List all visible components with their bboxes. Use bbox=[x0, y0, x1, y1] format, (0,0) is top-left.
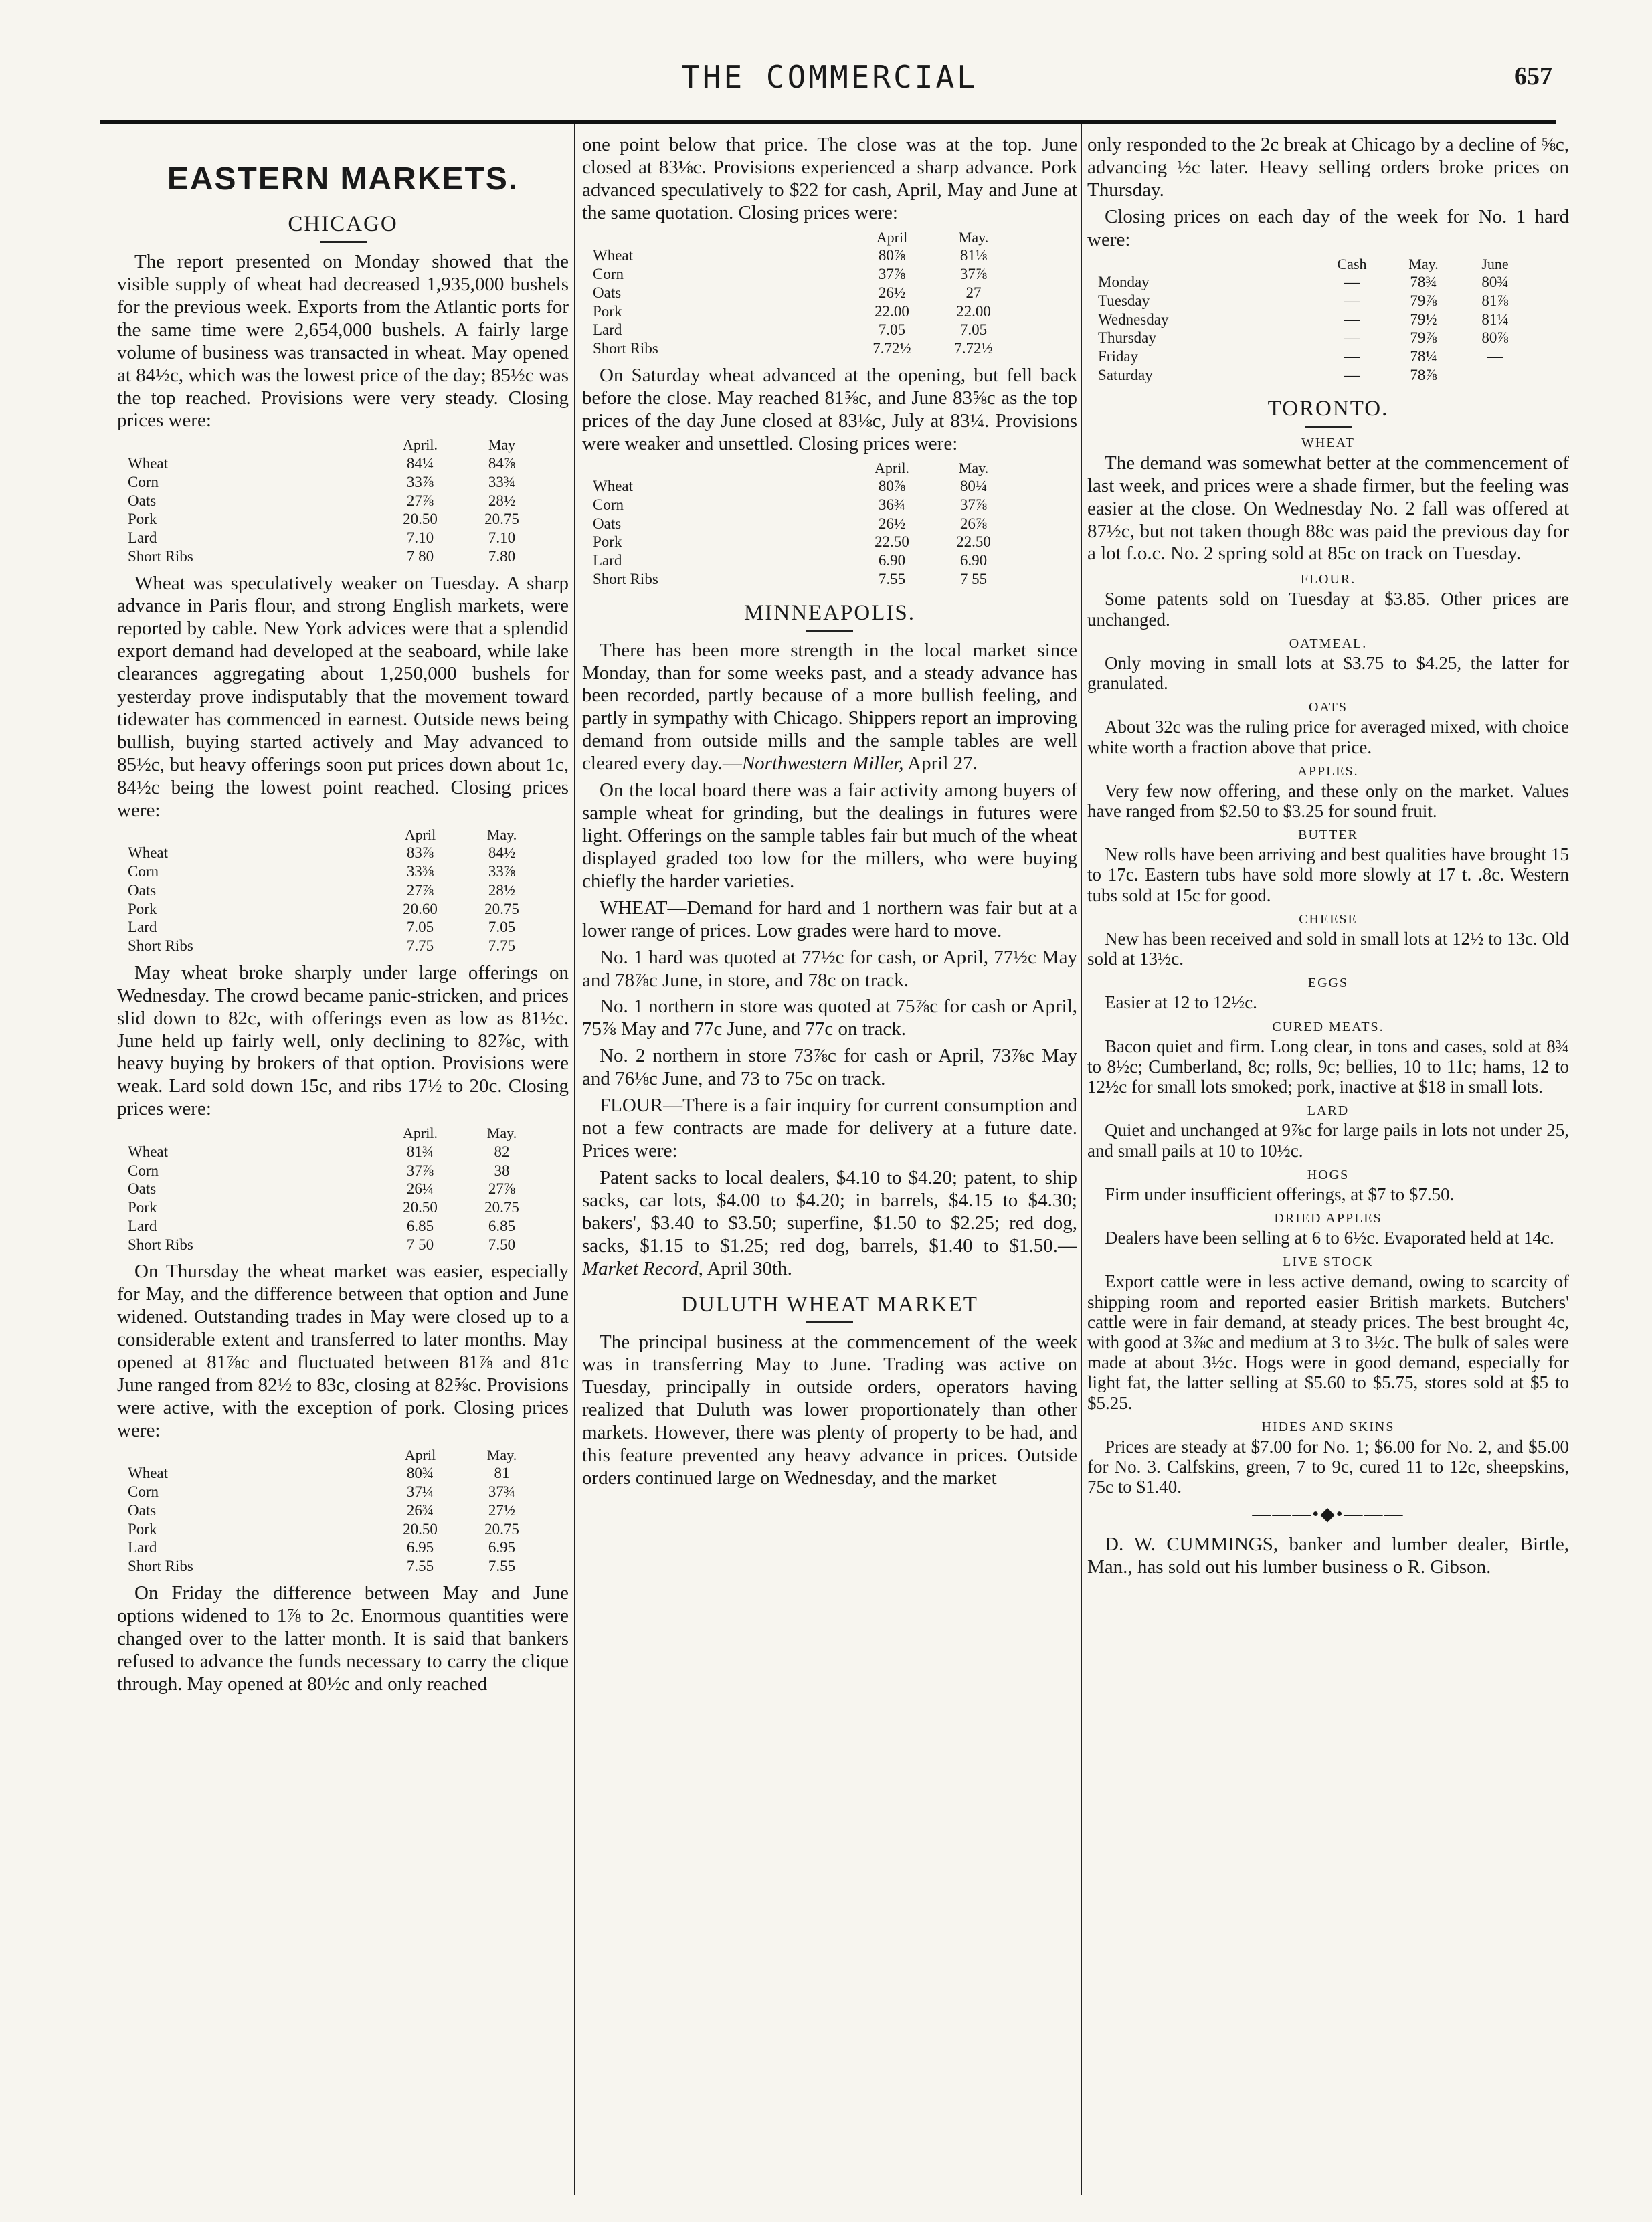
cell: 7.05 bbox=[878, 321, 906, 339]
table-row bbox=[589, 246, 1014, 265]
paragraph: The principal business at the commencement of the week was in transferring May to June. Trading was active on Tuesday, principally in outside orders, operators having realized that Duluth was lower proportionately than other markets. However, there was plenty of property to be had, and this feature prevented any heavy advance in prices. Outside orders continued large on Wednesday, and the market bbox=[582, 1331, 1077, 1489]
cell: — bbox=[1344, 292, 1360, 309]
paragraph: May wheat broke sharply under large offerings on Wednesday. The crowd became panic-stricken, and prices slid down to 82c, with offerings even as low as 81½c. June held up fairly well, only declining to 82⅞c, with heavy buying by brokers of that option. Provisions were weak. Lard sold down 15c, and ribs 17½ to 20c. Closing prices were: bbox=[117, 961, 569, 1120]
table-row bbox=[124, 918, 543, 937]
cell: 26¾ bbox=[406, 1501, 434, 1519]
cell: 22.50 bbox=[956, 533, 991, 551]
cell: 37⅞ bbox=[406, 1162, 434, 1179]
cell: 22.50 bbox=[875, 533, 909, 551]
row-label: Wheat bbox=[128, 455, 169, 472]
row-label: Lard bbox=[593, 321, 622, 339]
table-row bbox=[589, 265, 1014, 284]
toronto-heading: TORONTO. bbox=[1267, 396, 1389, 421]
paragraph: On Thursday the wheat market was easier, especially for May, and the difference between that option and June widened. Outstanding trades in May were closed up to a considerable extent and transferred to later months. May opened at 81⅞c and fluctuated between 81⅞ and 81c June ranged from 82½ to 83c, closing at 82⅝c. Provisions were active, with the exception of pork. Closing prices were: bbox=[117, 1261, 569, 1441]
table-header: June bbox=[1481, 255, 1509, 272]
column-divider bbox=[1081, 124, 1082, 2195]
oatmeal-heading: OATMEAL. bbox=[1289, 636, 1368, 651]
table-row bbox=[589, 570, 1014, 589]
table-row bbox=[124, 1198, 543, 1217]
minneapolis-heading: MINNEAPOLIS. bbox=[744, 600, 915, 625]
row-label: Pork bbox=[128, 511, 157, 528]
paragraph: Very few now offering, and these only on the market. Values have ranged from $2.50 to $3.25 for sound fruit. bbox=[1087, 780, 1569, 821]
table-header: April. bbox=[403, 1125, 438, 1142]
table-row bbox=[1094, 366, 1531, 385]
source-date: April 27. bbox=[903, 753, 978, 775]
paragraph: On the local board there was a fair activity among buyers of sample wheat for grinding, but the dealings in futures were light. Offerings on the sample tables fair but much of the wheat displayed graded too low for the millers, who were buying chiefly the harder varieties. bbox=[582, 779, 1077, 892]
row-label: Lard bbox=[128, 1217, 157, 1234]
paragraph: No. 1 hard was quoted at 77½c for cash, or April, 77½c May and 78⅞c June, in store, and 78c on track. bbox=[582, 946, 1077, 991]
cell: 7.05 bbox=[959, 321, 988, 339]
table-row bbox=[589, 533, 1014, 551]
table-row bbox=[589, 496, 1014, 515]
table-row bbox=[124, 454, 543, 473]
table-row bbox=[124, 1180, 543, 1198]
paragraph bbox=[582, 640, 1077, 776]
table-header: May. bbox=[958, 228, 989, 246]
row-label: Pork bbox=[128, 900, 157, 917]
row-label: Wheat bbox=[593, 478, 634, 495]
table-row bbox=[589, 515, 1014, 533]
row-label: Oats bbox=[593, 515, 622, 532]
cell: 81⅛ bbox=[959, 247, 988, 264]
row-label: Wheat bbox=[128, 1143, 169, 1160]
cell: 37¾ bbox=[488, 1483, 516, 1501]
heading-rule bbox=[806, 1321, 853, 1323]
row-label: Wednesday bbox=[1098, 310, 1169, 328]
duluth-heading: DULUTH WHEAT MARKET bbox=[681, 1292, 978, 1317]
cell: 80¾ bbox=[406, 1465, 434, 1482]
cell: 26½ bbox=[878, 515, 906, 532]
cell: 26¼ bbox=[406, 1180, 434, 1198]
row-label: Thursday bbox=[1098, 329, 1156, 347]
column-2 bbox=[582, 134, 1077, 2185]
heading-rule bbox=[806, 630, 853, 632]
table-row bbox=[124, 1538, 543, 1557]
row-label: Corn bbox=[593, 496, 624, 513]
table-row bbox=[124, 529, 543, 547]
table-row bbox=[124, 492, 543, 511]
paragraph-text: There has been more strength in the local market since Monday, than for some weeks past, and a steady advance has been recorded, partly because of a more bullish feeling, and partly in sympathy with Chicago. Shippers report an improving demand from outside mills and the sample tables are well cleared every day.— bbox=[582, 639, 1077, 775]
paragraph: No. 1 northern in store was quoted at 75⅞c for cash or April, 75⅞ May and 77c June, and 77c on track. bbox=[582, 996, 1077, 1040]
cell: 26⅞ bbox=[959, 515, 988, 532]
paragraph: Only moving in small lots at $3.75 to $4.25, the latter for granulated. bbox=[1087, 652, 1569, 694]
row-label: Short Ribs bbox=[128, 937, 193, 955]
row-label: Lard bbox=[593, 552, 622, 569]
row-label: Oats bbox=[128, 1180, 157, 1198]
dried-apples-heading: DRIED APPLES bbox=[1274, 1211, 1382, 1226]
table-row bbox=[124, 1483, 543, 1501]
row-label: Oats bbox=[593, 284, 622, 301]
cell: 26½ bbox=[878, 284, 906, 301]
cell: 20.75 bbox=[484, 900, 519, 917]
cell: 7.55 bbox=[406, 1558, 434, 1575]
table-row bbox=[1094, 347, 1531, 366]
cell: 79½ bbox=[1410, 310, 1437, 328]
price-table bbox=[589, 460, 1014, 589]
row-label: Wheat bbox=[128, 1465, 169, 1482]
cell: 20.50 bbox=[403, 1199, 438, 1216]
table-header: April bbox=[404, 826, 436, 843]
cell: 80¾ bbox=[1481, 274, 1509, 291]
cell: 7.72½ bbox=[873, 340, 911, 357]
wheat-heading: WHEAT bbox=[1301, 435, 1355, 450]
table-row bbox=[124, 1501, 543, 1520]
row-label: Short Ribs bbox=[128, 1236, 193, 1253]
cell: 80⅞ bbox=[878, 478, 906, 495]
cell: — bbox=[1344, 366, 1360, 383]
cell: 20.75 bbox=[484, 1199, 519, 1216]
publication-title: THE COMMERCIAL bbox=[681, 59, 978, 95]
row-label: Friday bbox=[1098, 348, 1139, 365]
cell: 78⅞ bbox=[1410, 366, 1437, 383]
row-label: Short Ribs bbox=[593, 340, 658, 357]
cell: 20.75 bbox=[484, 1520, 519, 1538]
cell: 81¼ bbox=[1481, 310, 1509, 328]
paragraph: On Saturday wheat advanced at the opening, but fell back before the close. May reached 81⅝c, and June 83⅝c as the top prices of the day June closed at 83⅛c, July at 83¼. Provisions were weaker and unsettled. Closing prices were: bbox=[582, 364, 1077, 454]
table-row bbox=[589, 551, 1014, 570]
cell: 37⅞ bbox=[959, 266, 988, 283]
cell: 27⅞ bbox=[406, 881, 434, 899]
row-label: Saturday bbox=[1098, 366, 1153, 383]
cell: 84¼ bbox=[406, 455, 434, 472]
section-title: EASTERN MARKETS. bbox=[167, 161, 519, 197]
cell: 78¾ bbox=[1410, 274, 1437, 291]
row-label: Lard bbox=[128, 1539, 157, 1556]
table-header: April. bbox=[875, 459, 909, 476]
cell: 36¾ bbox=[878, 496, 906, 513]
row-label: Pork bbox=[593, 533, 622, 551]
flour-heading: FLOUR. bbox=[1300, 572, 1356, 587]
cell: 84⅞ bbox=[488, 455, 516, 472]
table-row bbox=[124, 1520, 543, 1539]
table-header: May bbox=[488, 436, 516, 454]
paragraph: Firm under insufficient offerings, at $7 to $7.50. bbox=[1105, 1184, 1455, 1204]
ornamental-divider: ———•◆•——— bbox=[1252, 1503, 1404, 1525]
cell: 80⅞ bbox=[878, 247, 906, 264]
cell: 27 bbox=[966, 284, 982, 301]
cell: 7.10 bbox=[406, 529, 434, 546]
table-row bbox=[124, 1143, 543, 1162]
paragraph: About 32c was the ruling price for averaged mixed, with choice white worth a fraction above that price. bbox=[1087, 717, 1569, 757]
price-table bbox=[124, 1447, 543, 1576]
apples-heading: APPLES. bbox=[1297, 763, 1359, 779]
cell: 27⅞ bbox=[488, 1180, 516, 1198]
cell: 6.85 bbox=[488, 1217, 516, 1234]
cell: 6.95 bbox=[488, 1539, 516, 1556]
row-label: Oats bbox=[128, 1501, 157, 1519]
page-header bbox=[107, 47, 1552, 107]
paragraph-text: Patent sacks to local dealers, $4.10 to $4.20; patent, to ship sacks, car lots, $4.00 to $4.20; in barrels, $4.15 to $4.30; bakers', $3.40 to $3.50; superfine, $1.50 to $2.25; red dog, sacks, $1.15 to $1.25; red dog, barrels, $1.40 to $1.50.— bbox=[582, 1166, 1077, 1257]
cell: 22.00 bbox=[875, 302, 909, 320]
cell: 22.00 bbox=[956, 302, 991, 320]
cell: — bbox=[1344, 274, 1360, 291]
table-row bbox=[124, 844, 543, 862]
cell: 7.72½ bbox=[954, 340, 993, 357]
cell: 84½ bbox=[488, 844, 516, 862]
table-row bbox=[124, 881, 543, 900]
paragraph: Closing prices on each day of the week for No. 1 hard were: bbox=[1087, 205, 1569, 250]
paragraph: one point below that price. The close was at the top. June closed at 83⅛c. Provisions experienced a sharp advance. Pork advanced speculatively to $22 for cash, April, May and June at the same quotation. Closing prices were: bbox=[582, 134, 1077, 223]
cell: 33⅞ bbox=[406, 473, 434, 490]
row-label: Short Ribs bbox=[128, 1558, 193, 1575]
paragraph: Some patents sold on Tuesday at $3.85. Other prices are unchanged. bbox=[1087, 589, 1569, 630]
cell: — bbox=[1344, 310, 1360, 328]
cell: 6.85 bbox=[406, 1217, 434, 1234]
row-label: Pork bbox=[128, 1520, 157, 1538]
table-header: April bbox=[404, 1446, 436, 1463]
price-table bbox=[589, 229, 1014, 358]
table-row bbox=[589, 320, 1014, 339]
header-rule bbox=[100, 120, 1556, 124]
paragraph: FLOUR—There is a fair inquiry for current consumption and not a few contracts are made for delivery at a future date. Prices were: bbox=[582, 1095, 1077, 1162]
cell: 20.50 bbox=[403, 511, 438, 528]
table-row bbox=[124, 1464, 543, 1483]
cell: 7 50 bbox=[406, 1236, 434, 1253]
row-label: Oats bbox=[128, 492, 157, 509]
column-divider bbox=[574, 124, 575, 2195]
table-row bbox=[124, 862, 543, 881]
cell: 81⅞ bbox=[1481, 292, 1509, 309]
table-row bbox=[1094, 329, 1531, 347]
row-label: Corn bbox=[128, 1483, 159, 1501]
cell: — bbox=[1487, 348, 1503, 365]
row-label: Pork bbox=[128, 1199, 157, 1216]
cell: 7 55 bbox=[959, 570, 988, 587]
oats-heading: OATS bbox=[1308, 700, 1348, 715]
table-row bbox=[124, 1217, 543, 1236]
cell: 79⅞ bbox=[1410, 292, 1437, 309]
cell: 79⅞ bbox=[1410, 329, 1437, 347]
paragraph: Bacon quiet and firm. Long clear, in tons and cases, sold at 8¾ to 8½c; Cumberland, 8c; rolls, 9c; bellies, 10 to 11c; hams, 12 to 12½c for small lots smoked; pork, inactive at $18 in small lots. bbox=[1087, 1036, 1569, 1097]
cell: 27½ bbox=[488, 1501, 516, 1519]
row-label: Wheat bbox=[128, 844, 169, 862]
table-header: Cash bbox=[1337, 255, 1367, 272]
cell: 81 bbox=[494, 1465, 510, 1482]
hogs-heading: HOGS bbox=[1307, 1167, 1350, 1182]
price-table bbox=[124, 436, 543, 565]
cell: 33⅞ bbox=[488, 863, 516, 881]
row-label: Short Ribs bbox=[128, 547, 193, 565]
row-label: Corn bbox=[593, 266, 624, 283]
cell: 80¼ bbox=[959, 478, 988, 495]
paragraph: Quiet and unchanged at 9⅞c for large pails in lots not under 25, and small pails at 10 to 10½c. bbox=[1087, 1120, 1569, 1161]
row-label: Monday bbox=[1098, 274, 1150, 291]
cell: 83⅞ bbox=[406, 844, 434, 862]
table-row bbox=[124, 473, 543, 492]
cell: 80⅞ bbox=[1481, 329, 1509, 347]
cell: 27⅞ bbox=[406, 492, 434, 509]
cell: — bbox=[1344, 329, 1360, 347]
paragraph: New has been received and sold in small lots at 12½ to 13c. Old sold at 13½c. bbox=[1087, 928, 1569, 969]
cell: 7 80 bbox=[406, 547, 434, 565]
table-row bbox=[124, 510, 543, 529]
row-label: Lard bbox=[128, 529, 157, 546]
cell: 37¼ bbox=[406, 1483, 434, 1501]
source-date: April 30th. bbox=[703, 1257, 792, 1279]
paragraph bbox=[582, 1167, 1077, 1281]
paragraph: The demand was somewhat better at the commencement of last week, and prices were a shade firmer, but the feeling was easier at the close. On Wednesday No. 2 fall was offered at 87½c, but not taken though 88c was paid the previous day for a lot f.o.c. No. 2 spring sold at 85c on track on Tuesday. bbox=[1087, 452, 1569, 565]
heading-rule bbox=[1305, 426, 1352, 428]
paragraph: No. 2 northern in store 73⅞c for cash or April, 73⅞c May and 76⅛c June, and 73 to 75c on track. bbox=[582, 1045, 1077, 1090]
source-name: Northwestern Miller, bbox=[741, 753, 904, 775]
table-row bbox=[589, 477, 1014, 496]
eggs-heading: EGGS bbox=[1307, 976, 1349, 991]
paragraph: only responded to the 2c break at Chicago by a decline of ⅝c, advancing ½c later. Heavy selling orders broke prices on Thursday. bbox=[1087, 134, 1569, 201]
chicago-heading: CHICAGO bbox=[288, 212, 398, 236]
cell: 37⅞ bbox=[878, 266, 906, 283]
row-label: Corn bbox=[128, 863, 159, 881]
butter-heading: BUTTER bbox=[1298, 828, 1358, 843]
paragraph: Dealers have been selling at 6 to 6½c. Evaporated held at 14c. bbox=[1105, 1228, 1554, 1248]
paragraph: WHEAT—Demand for hard and 1 northern was fair but at a lower range of prices. Low grades were hard to move. bbox=[582, 897, 1077, 941]
row-label: Wheat bbox=[593, 247, 634, 264]
cell: 7.10 bbox=[488, 529, 516, 546]
price-table bbox=[124, 1125, 543, 1254]
price-table bbox=[124, 826, 543, 955]
cell: — bbox=[1344, 348, 1360, 365]
page-number: 657 bbox=[1514, 62, 1552, 90]
cell: 7.05 bbox=[488, 919, 516, 936]
cell: 78¼ bbox=[1410, 348, 1437, 365]
table-header: May. bbox=[486, 1446, 517, 1463]
table-row bbox=[589, 339, 1014, 358]
cell: 28½ bbox=[488, 492, 516, 509]
table-row bbox=[589, 302, 1014, 321]
table-header: May. bbox=[958, 459, 989, 476]
lard-heading: LARD bbox=[1307, 1103, 1350, 1119]
cell: 20.60 bbox=[403, 900, 438, 917]
heading-rule bbox=[320, 241, 367, 243]
cell: 7.50 bbox=[488, 1236, 516, 1253]
column-1 bbox=[117, 134, 569, 2185]
cheese-heading: CHEESE bbox=[1299, 911, 1358, 927]
table-header: April bbox=[876, 228, 908, 246]
table-row bbox=[124, 900, 543, 919]
row-label: Corn bbox=[128, 1162, 159, 1179]
cell: 82 bbox=[494, 1143, 510, 1160]
cell: 33¾ bbox=[488, 473, 516, 490]
column-3 bbox=[1087, 134, 1569, 2185]
table-row bbox=[124, 1557, 543, 1576]
cell: 7.75 bbox=[406, 937, 434, 955]
cell: 7.55 bbox=[488, 1558, 516, 1575]
table-row bbox=[1094, 292, 1531, 310]
row-label: Tuesday bbox=[1098, 292, 1150, 309]
table-row bbox=[124, 937, 543, 955]
table-row bbox=[1094, 310, 1531, 329]
table-row bbox=[124, 1162, 543, 1180]
table-row bbox=[1094, 273, 1531, 292]
table-row bbox=[124, 1236, 543, 1255]
table-row bbox=[124, 547, 543, 566]
cell: 6.90 bbox=[878, 552, 906, 569]
cell: 6.90 bbox=[959, 552, 988, 569]
table-header: May. bbox=[486, 826, 517, 843]
cell: 7.05 bbox=[406, 919, 434, 936]
cured-meats-heading: CURED MEATS. bbox=[1272, 1019, 1384, 1034]
table-header: May. bbox=[486, 1125, 517, 1142]
paragraph: Prices are steady at $7.00 for No. 1; $6.00 for No. 2, and $5.00 for No. 3. Calfskins, green, 7 to 9c, cured 11 to 12c, sheepskins, 75c to $1.40. bbox=[1087, 1436, 1569, 1497]
row-label: Pork bbox=[593, 302, 622, 320]
row-label: Short Ribs bbox=[593, 570, 658, 587]
source-name: Market Record, bbox=[582, 1257, 703, 1279]
cell: 7.80 bbox=[488, 547, 516, 565]
price-table bbox=[1094, 256, 1531, 385]
paragraph: New rolls have been arriving and best qualities have brought 15 to 17c. Eastern tubs have sold more slowly at 17 t. .8c. Western tubs sold at 15c for good. bbox=[1087, 844, 1569, 905]
table-row bbox=[589, 284, 1014, 302]
cell: 81¾ bbox=[406, 1143, 434, 1160]
row-label: Oats bbox=[128, 881, 157, 899]
notice-paragraph: D. W. CUMMINGS, banker and lumber dealer, Birtle, Man., has sold out his lumber business o R. Gibson. bbox=[1087, 1533, 1569, 1578]
cell: 6.95 bbox=[406, 1539, 434, 1556]
hides-heading: HIDES AND SKINS bbox=[1261, 1419, 1395, 1434]
cell: 7.55 bbox=[878, 570, 906, 587]
cell: 7.75 bbox=[488, 937, 516, 955]
cell: 20.75 bbox=[484, 511, 519, 528]
row-label: Lard bbox=[128, 919, 157, 936]
cell: 33⅜ bbox=[406, 863, 434, 881]
cell: 28½ bbox=[488, 881, 516, 899]
paragraph: The report presented on Monday showed that the visible supply of wheat had decreased 1,935,000 bushels for the previous week. Exports from the Atlantic ports for the same time were 2,654,000 bushels. A fairly large volume of business was transacted in wheat. May opened at 84½c, which was the lowest price of the day; 85½c was the top reached. Provisions were very steady. Closing prices were: bbox=[117, 251, 569, 432]
paragraph: Easier at 12 to 12½c. bbox=[1105, 992, 1257, 1013]
cell bbox=[1459, 366, 1531, 385]
paragraph: Export cattle were in less active demand, owing to scarcity of shipping room and reported easier British markets. Butchers' cattle were in fair demand, at steady prices. The best brought 4c, with good at 3⅞c and medium at 3 to 3½c. The bulk of sales were made at about 3½c. Hogs were in good demand, especially for light fat, the latter selling at $5.60 to $5.75, stores sold at $5 to $5.25. bbox=[1087, 1271, 1569, 1413]
paragraph: On Friday the difference between May and June options widened to 1⅞ to 2c. Enormous quantities were changed over to the latter month. It is said that bankers refused to advance the funds necessary to carry the clique through. May opened at 80½c and only reached bbox=[117, 1582, 569, 1695]
table-header: May. bbox=[1408, 255, 1439, 272]
live-stock-heading: LIVE STOCK bbox=[1283, 1255, 1374, 1270]
cell: 37⅞ bbox=[959, 496, 988, 513]
paragraph: Wheat was speculatively weaker on Tuesday. A sharp advance in Paris flour, and strong English markets, were reported by cable. New York advices were that a splendid export demand had developed at the seaboard, while lake clearances aggregating about 1,250,000 bushels for yesterday prove indisputably that the movement toward tidewater has commenced in earnest. Outside news being bullish, buying started actively and May advanced to 85½c, but heavy offerings soon put prices down about 1c, 84½c being the lowest point reached. Closing prices were: bbox=[117, 572, 569, 821]
cell: 20.50 bbox=[403, 1520, 438, 1538]
table-header: April. bbox=[403, 436, 438, 454]
cell: 38 bbox=[494, 1162, 510, 1179]
row-label: Corn bbox=[128, 473, 159, 490]
